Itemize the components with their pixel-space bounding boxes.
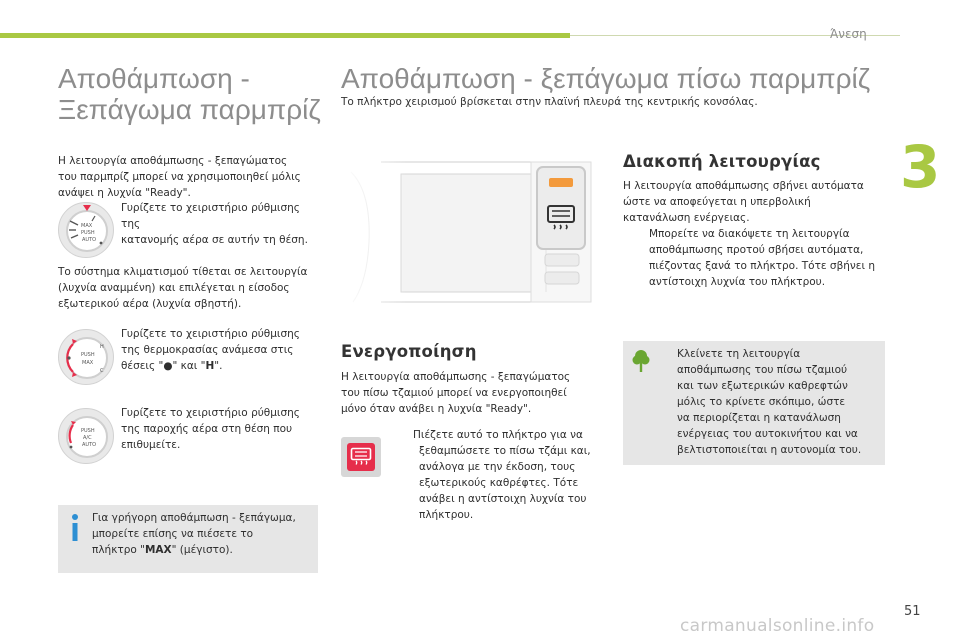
left-step3 bbox=[121, 405, 321, 453]
step2-text-c: ". bbox=[214, 360, 223, 372]
eco-note-text bbox=[657, 346, 883, 458]
eco-line6: ενέργειας του αυτοκινήτου και να bbox=[677, 428, 858, 440]
main-subtitle: Το πλήκτρο χειρισμού βρίσκεται στην πλαϊνή πλευρά της κεντρικής κονσόλας. bbox=[341, 96, 758, 108]
stop-step-line4: αντίστοιχη λυχνία του πλήκτρου. bbox=[649, 276, 826, 288]
dial2-label-push: PUSH bbox=[81, 352, 95, 358]
rear-defrost-symbol-icon bbox=[350, 447, 372, 467]
left-step1 bbox=[121, 200, 321, 248]
rear-defrost-button-icon bbox=[341, 437, 381, 477]
rear-defrost-icon bbox=[546, 204, 576, 230]
header-accent-bar bbox=[0, 33, 570, 38]
left-intro-line3: ανάψει η λυχνία "Ready". bbox=[58, 187, 191, 199]
info-text-b: " (μέγιστο). bbox=[171, 544, 233, 556]
eco-line5: να περιορίζεται η κατανάλωση bbox=[677, 412, 841, 424]
eco-line3: και των εξωτερικών καθρεφτών bbox=[677, 380, 848, 392]
dial1-label-auto: AUTO bbox=[82, 237, 97, 243]
dial3-label-push: PUSH bbox=[81, 428, 95, 434]
indicator-led bbox=[549, 178, 573, 187]
left-title bbox=[58, 63, 328, 125]
activation-step-line6: πλήκτρου. bbox=[419, 509, 474, 521]
step2-h-symbol: H bbox=[205, 360, 215, 372]
left-system-line2: (λυχνία αναμμένη) και επιλέγεται η είσοδος bbox=[58, 282, 290, 294]
left-step3-line3: επιθυμείτε. bbox=[121, 439, 181, 451]
console-illustration bbox=[341, 152, 601, 314]
temperature-dial-icon bbox=[58, 329, 114, 385]
eco-line7: βελτιστοποιείται η αυτονομία του. bbox=[677, 444, 862, 456]
step2-dot-symbol: ● bbox=[163, 360, 173, 372]
left-step1-line1: Γυρίζετε το χειριστήριο ρύθμισης της bbox=[121, 202, 300, 230]
section-label: Άνεση bbox=[830, 27, 867, 41]
eco-tree-icon bbox=[632, 349, 650, 373]
eco-note-box bbox=[623, 341, 885, 465]
left-step2-line2: της θερμοκρασίας ανάμεσα στις bbox=[121, 344, 294, 356]
stop-heading: Διακοπή λειτουργίας bbox=[623, 152, 821, 171]
dial1-label-push: PUSH bbox=[81, 230, 95, 236]
left-step2 bbox=[121, 326, 321, 374]
activation-intro bbox=[341, 369, 601, 417]
rear-defrost-switch[interactable] bbox=[536, 166, 586, 250]
main-title: Αποθάμπωση - ξεπάγωμα πίσω παρμπρίζ bbox=[341, 63, 871, 94]
step2-text-b: " και " bbox=[172, 360, 206, 372]
dial3-label-ac: A/C bbox=[83, 435, 92, 441]
eco-text1: Κλείνετε τη λειτουργία bbox=[677, 348, 801, 360]
watermark: carmanualsonline.info bbox=[680, 616, 875, 636]
activation-line2: του πίσω τζαμιού μπορεί να ενεργοποιηθεί bbox=[341, 387, 567, 399]
left-intro-line2: του παρμπρίζ μπορεί να χρησιμοποιηθεί μόλις bbox=[58, 171, 301, 183]
activation-step-line2: ξεθαμπώσετε το πίσω τζάμι και, bbox=[419, 445, 591, 457]
info-line2: μπορείτε επίσης να πιέσετε το bbox=[92, 528, 254, 540]
dial1-label-max: MAX bbox=[81, 223, 93, 229]
activation-line1: Η λειτουργία αποθάμπωσης - ξεπαγώματος bbox=[341, 371, 571, 383]
left-intro-line1: Η λειτουργία αποθάμπωσης - ξεπαγώματος bbox=[58, 155, 288, 167]
eco-line1 bbox=[657, 346, 883, 362]
air-distribution-dial-icon bbox=[58, 202, 114, 258]
left-step3-line1: Γυρίζετε το χειριστήριο ρύθμισης bbox=[121, 407, 300, 419]
info-box bbox=[58, 505, 318, 573]
stop-step-text1: Μπορείτε να διακόψετε τη λειτουργία bbox=[649, 228, 850, 240]
left-step3-line2: της παροχής αέρα στη θέση που bbox=[121, 423, 293, 435]
left-title-line1: Αποθάμπωση - bbox=[58, 63, 250, 94]
activation-step-text1: Πιέζετε αυτό το πλήκτρο για να bbox=[413, 429, 583, 441]
left-step2-line1: Γυρίζετε το χειριστήριο ρύθμισης bbox=[121, 328, 300, 340]
rear-defrost-button-face bbox=[347, 443, 375, 471]
left-intro bbox=[58, 153, 328, 201]
activation-line3: μόνο όταν ανάβει η λυχνία "Ready". bbox=[341, 403, 532, 415]
info-max-label: MAX bbox=[144, 544, 172, 556]
info-text-a: πλήκτρο " bbox=[92, 544, 145, 556]
dial2-label-c: C bbox=[100, 368, 104, 374]
dial3-label-auto: AUTO bbox=[82, 442, 97, 448]
eco-line2: αποθάμπωσης του πίσω τζαμιού bbox=[677, 364, 848, 376]
left-title-line2: Ξεπάγωμα παρμπρίζ bbox=[58, 94, 321, 125]
step2-text-a: θέσεις " bbox=[121, 360, 164, 372]
left-system-line1: Το σύστημα κλιματισμού τίθεται σε λειτουργία bbox=[58, 266, 308, 278]
dial2-label-max: MAX bbox=[82, 360, 94, 366]
stop-line3: κατανάλωση ενέργειας. bbox=[623, 212, 750, 224]
left-step1-line2: κατανομής αέρα σε αυτήν τη θέση. bbox=[121, 234, 308, 246]
stop-step-line3: πιέζοντας ξανά το πλήκτρο. Τότε σβήνει η bbox=[649, 260, 876, 272]
info-text bbox=[92, 510, 316, 558]
activation-step bbox=[399, 427, 604, 523]
air-flow-dial-icon bbox=[58, 408, 114, 464]
activation-step-line4: εξωτερικούς καθρέφτες. Τότε bbox=[419, 477, 579, 489]
activation-step-line5: ανάβει η αντίστοιχη λυχνία του bbox=[419, 493, 587, 505]
stop-step-line1 bbox=[623, 226, 893, 242]
info-line1: Για γρήγορη αποθάμπωση - ξεπάγωμα, bbox=[92, 512, 296, 524]
left-system bbox=[58, 264, 328, 312]
dial2-label-h: H bbox=[100, 344, 104, 350]
eco-line4: μόλις το κρίνετε σκόπιμο, ώστε bbox=[677, 396, 846, 408]
page-number: 51 bbox=[904, 604, 921, 619]
left-step2-line3 bbox=[121, 358, 321, 374]
stop-step-line2: αποθάμπωσης προτού σβήσει αυτόματα, bbox=[649, 244, 864, 256]
activation-step-line3: ανάλογα με την έκδοση, τους bbox=[419, 461, 576, 473]
activation-heading: Ενεργοποίηση bbox=[341, 342, 477, 361]
stop-line1: Η λειτουργία αποθάμπωσης σβήνει αυτόματα bbox=[623, 180, 864, 192]
info-icon bbox=[68, 513, 82, 543]
info-line3 bbox=[92, 542, 316, 558]
activation-step-line1 bbox=[399, 427, 604, 443]
left-system-line3: εξωτερικού αέρα (λυχνία σβηστή). bbox=[58, 298, 242, 310]
stop-intro bbox=[623, 178, 893, 290]
stop-line2: ώστε να αποφεύγεται η υπερβολική bbox=[623, 196, 811, 208]
chapter-number: 3 bbox=[900, 133, 941, 201]
